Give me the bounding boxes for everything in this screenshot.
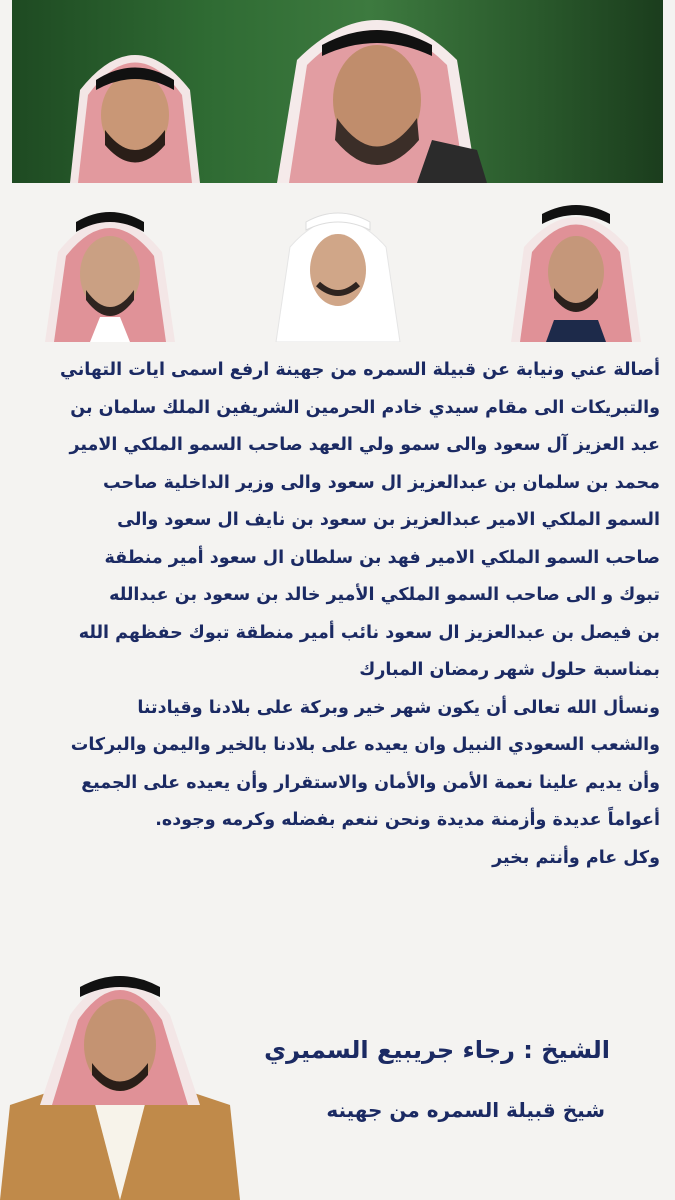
top-banner — [12, 0, 663, 183]
message-line: بمناسبة حلول شهر رمضان المبارك — [359, 660, 660, 680]
message-line: والشعب السعودي النبيل وان يعيده على بلادنا بالخير واليمن والبركات — [70, 735, 660, 755]
message-line: محمد بن سلمان بن عبدالعزيز ال سعود والى وزير الداخلية صاحب — [102, 472, 660, 493]
prince-portrait-left — [40, 192, 180, 342]
portrait-illustration — [60, 20, 210, 183]
message-line: ونسأل الله تعالى أن يكون شهر خير وبركة على بلادنا وقيادتنا — [137, 697, 660, 718]
portrait-illustration — [268, 192, 408, 342]
sheikh-portrait — [0, 935, 240, 1200]
sheikh-title: شيخ قبيلة السمره من جهينه — [326, 1098, 605, 1122]
portrait-illustration — [0, 935, 240, 1200]
interior-minister-portrait — [506, 192, 646, 342]
greeting-message — [20, 352, 660, 877]
signature-block — [235, 1030, 655, 1130]
message-line: عبد العزيز آل سعود والى سمو ولي العهد صاحب السمو الملكي الامير — [69, 435, 660, 455]
message-line: صاحب السمو الملكي الامير فهد بن سلطان ال سعود أمير منطقة — [104, 547, 660, 568]
message-line: وأن يديم علينا نعمة الأمن والأمان والاستقرار وأن يعيده على الجميع — [81, 772, 660, 793]
message-line: وكل عام وأنتم بخير — [492, 847, 660, 868]
message-line: السمو الملكي الامير عبدالعزيز بن سعود بن نايف ال سعود والى — [117, 510, 660, 530]
message-line: أعواماً عديدة وأزمنة مديدة ونحن ننعم بفضله وكرمه وجوده. — [155, 810, 660, 830]
message-line: بن فيصل بن عبدالعزيز ال سعود نائب أمير منطقة تبوك حفظهم الله — [78, 622, 660, 643]
portrait-illustration — [267, 0, 487, 183]
portrait-illustration — [506, 192, 646, 342]
message-line: والتبريكات الى مقام سيدي خادم الحرمين الشريفين الملك سلمان بن — [70, 397, 660, 418]
message-line: تبوك و الى صاحب السمو الملكي الأمير خالد بن سعود بن عبدالله — [109, 585, 660, 605]
message-line: أصالة عني ونيابة عن قبيلة السمره من جهينة ارفع اسمى ايات التهاني — [60, 360, 660, 380]
crown-prince-portrait — [60, 20, 210, 183]
prince-portrait-center — [268, 192, 408, 342]
sheikh-name: الشيخ : رجاء جريبيع السميري — [264, 1036, 610, 1064]
portrait-illustration — [40, 192, 180, 342]
king-portrait — [267, 0, 487, 183]
